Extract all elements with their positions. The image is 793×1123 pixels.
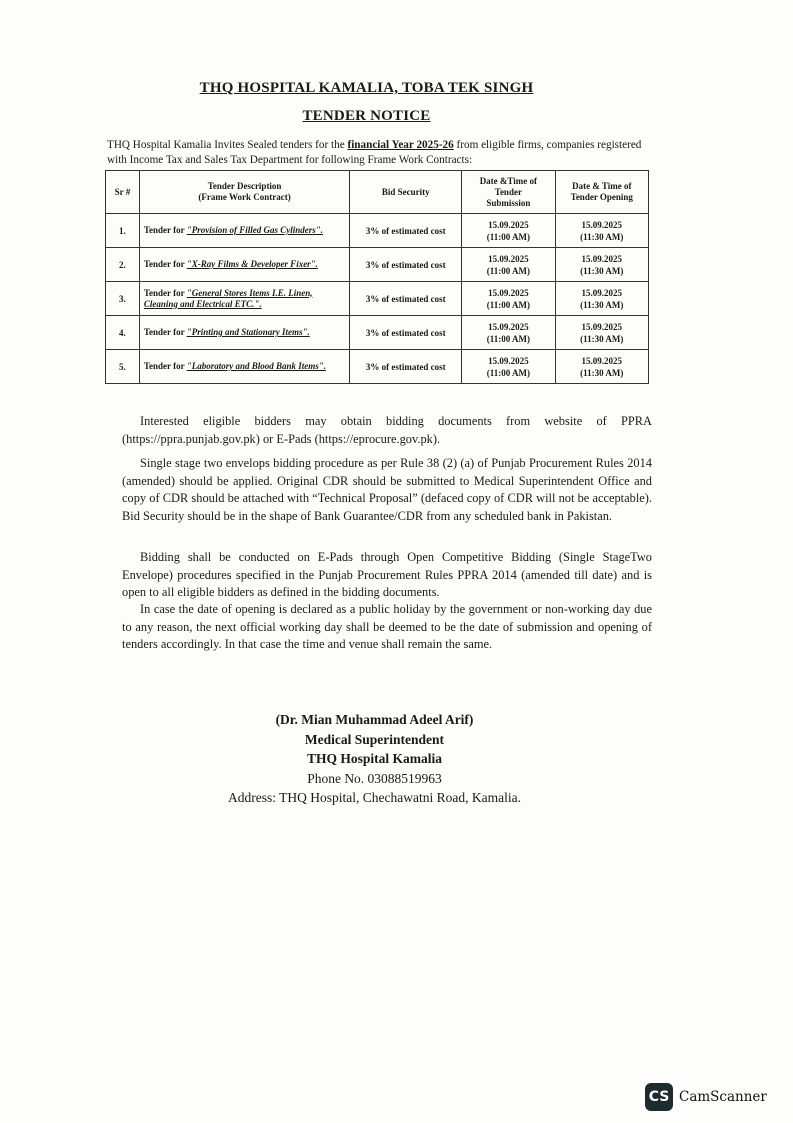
signatory-organization: THQ Hospital Kamalia — [306, 751, 442, 766]
row-sub-date: 15.09.2025 — [488, 321, 529, 332]
header-sub-line3: Submission — [486, 197, 531, 208]
row-opening — [555, 248, 648, 282]
row-item: "Provision of Filled Gas Cylinders". — [186, 225, 323, 235]
header-sub-line2: Tender — [494, 186, 522, 197]
row-sr: 3. — [106, 282, 140, 316]
row-description — [139, 316, 349, 350]
paragraph-bidding-documents — [122, 413, 652, 448]
hospital-title: THQ HOSPITAL KAMALIA, TOBA TEK SINGH — [199, 80, 534, 96]
camscanner-label: CamScanner — [679, 1089, 767, 1105]
table-header-row — [106, 171, 649, 214]
row-sub-time: (11:00 AM) — [486, 299, 530, 310]
table-row — [106, 316, 649, 350]
table-row — [106, 350, 649, 384]
row-sr: 5. — [106, 350, 140, 384]
header-desc-line2: (Frame Work Contract) — [198, 192, 291, 202]
row-submission — [462, 350, 555, 384]
row-bid-security: 3% of estimated cost — [350, 282, 462, 316]
row-bid-security: 3% of estimated cost — [350, 350, 462, 384]
intro-financial-year: financial Year 2025-26 — [347, 139, 454, 151]
paragraph-text: Bidding shall be conducted on E-Pads through Open Competitive Bidding (Single StageTwo Envelope) procedures specified in the Punjab Procurement Rules PPRA 2014 (amended till date) and is open to all eligible bidders as defined in the bidding documents. — [122, 550, 652, 599]
header-desc-line1: Tender Description — [207, 181, 282, 191]
row-item: "General Stores Items I.E. Linen, Cleaning and Electrical ETC.". — [143, 287, 313, 309]
signature-block — [0, 710, 771, 808]
header-bid-security: Bid Security — [350, 171, 462, 214]
header-description — [139, 171, 349, 214]
row-item: "Printing and Stationary Items". — [186, 327, 310, 337]
row-sub-date: 15.09.2025 — [488, 253, 529, 264]
header-sub-line1: Date &Time of — [479, 175, 538, 186]
row-sub-time: (11:00 AM) — [486, 367, 530, 378]
paragraph-text: Single stage two envelops bidding procedure as per Rule 38 (2) (a) of Punjab Procurement Rules 2014 (amended) should be applied. Original CDR should be submitted to Medical Superintendent Office and copy of CDR should be attached with “Technical Proposal” (defaced copy of CDR will not be acceptable). Bid Security should be in the shape of Bank Guarantee/CDR from any scheduled bank in Pakistan. — [122, 456, 652, 523]
row-opening — [555, 282, 648, 316]
row-sub-time: (11:00 AM) — [486, 265, 530, 276]
row-open-date: 15.09.2025 — [581, 219, 623, 230]
camscanner-watermark — [645, 1083, 767, 1111]
row-open-date: 15.09.2025 — [581, 253, 623, 264]
paragraph-text: In case the date of opening is declared as a public holiday by the government or non-working day due to any reason, the next official working day shall be deemed to be the date of submission and opening of tenders accordingly. In that case the time and venue shall remain the same. — [122, 602, 652, 651]
signatory-address: Address: THQ Hospital, Chechawatni Road, Kamalia. — [228, 790, 521, 805]
row-bid-security: 3% of estimated cost — [350, 214, 462, 248]
intro-paragraph — [107, 138, 647, 168]
row-description — [139, 248, 349, 282]
row-sr: 1. — [106, 214, 140, 248]
row-open-time: (11:30 AM) — [580, 231, 624, 242]
row-open-date: 15.09.2025 — [581, 321, 623, 332]
row-sub-time: (11:00 AM) — [486, 231, 530, 242]
intro-text-part2: from eligible firms, companies registered with Income Tax and Sales Tax Department for following Frame Work Contracts: — [107, 139, 642, 166]
row-opening — [555, 316, 648, 350]
table-row — [106, 214, 649, 248]
row-open-time: (11:30 AM) — [580, 367, 624, 378]
row-opening — [555, 350, 648, 384]
signatory-name: (Dr. Mian Muhammad Adeel Arif) — [275, 712, 474, 727]
row-sub-date: 15.09.2025 — [488, 219, 529, 230]
row-prefix: Tender for — [143, 361, 187, 371]
row-submission — [462, 316, 555, 350]
row-description — [139, 350, 349, 384]
row-description — [139, 282, 349, 316]
row-bid-security: 3% of estimated cost — [350, 316, 462, 350]
row-submission — [462, 248, 555, 282]
intro-text-part1: THQ Hospital Kamalia Invites Sealed tenders for the — [107, 139, 348, 151]
table-row — [106, 282, 649, 316]
header-opening — [555, 171, 648, 214]
row-submission — [462, 282, 555, 316]
row-prefix: Tender for — [143, 225, 187, 235]
row-description — [139, 214, 349, 248]
header-sr: Sr # — [106, 171, 140, 214]
paragraph-text: Interested eligible bidders may obtain bidding documents from website of PPRA (https://ppra.punjab.gov.pk) or E-Pads (https://eprocure.gov.pk). — [122, 414, 652, 446]
row-opening — [555, 214, 648, 248]
row-sub-time: (11:00 AM) — [486, 333, 530, 344]
table-row — [106, 248, 649, 282]
row-open-time: (11:30 AM) — [580, 299, 624, 310]
header-open-line1: Date & Time of — [572, 181, 632, 191]
row-sub-date: 15.09.2025 — [488, 287, 529, 298]
signatory-designation: Medical Superintendent — [304, 731, 445, 747]
tender-table — [105, 170, 649, 384]
row-open-date: 15.09.2025 — [581, 287, 623, 298]
paragraph-procedure — [122, 455, 652, 525]
header-submission — [462, 171, 555, 214]
row-sr: 4. — [106, 316, 140, 350]
row-item: "X-Ray Films & Developer Fixer". — [186, 259, 318, 269]
row-submission — [462, 214, 555, 248]
row-item: "Laboratory and Blood Bank Items". — [186, 361, 326, 371]
row-open-time: (11:30 AM) — [580, 333, 624, 344]
notice-title: TENDER NOTICE — [302, 108, 431, 124]
row-bid-security: 3% of estimated cost — [350, 248, 462, 282]
row-sub-date: 15.09.2025 — [488, 355, 529, 366]
paragraph-epads — [122, 549, 652, 602]
row-prefix: Tender for — [143, 259, 187, 269]
camscanner-logo-icon: CS — [645, 1083, 673, 1111]
row-prefix: Tender for — [143, 287, 187, 298]
row-open-date: 15.09.2025 — [581, 355, 623, 366]
row-prefix: Tender for — [143, 327, 187, 337]
paragraph-holiday — [122, 601, 652, 654]
header-open-line2: Tender Opening — [570, 192, 633, 202]
row-sr: 2. — [106, 248, 140, 282]
signatory-phone: Phone No. 03088519963 — [307, 770, 442, 786]
row-open-time: (11:30 AM) — [580, 265, 624, 276]
